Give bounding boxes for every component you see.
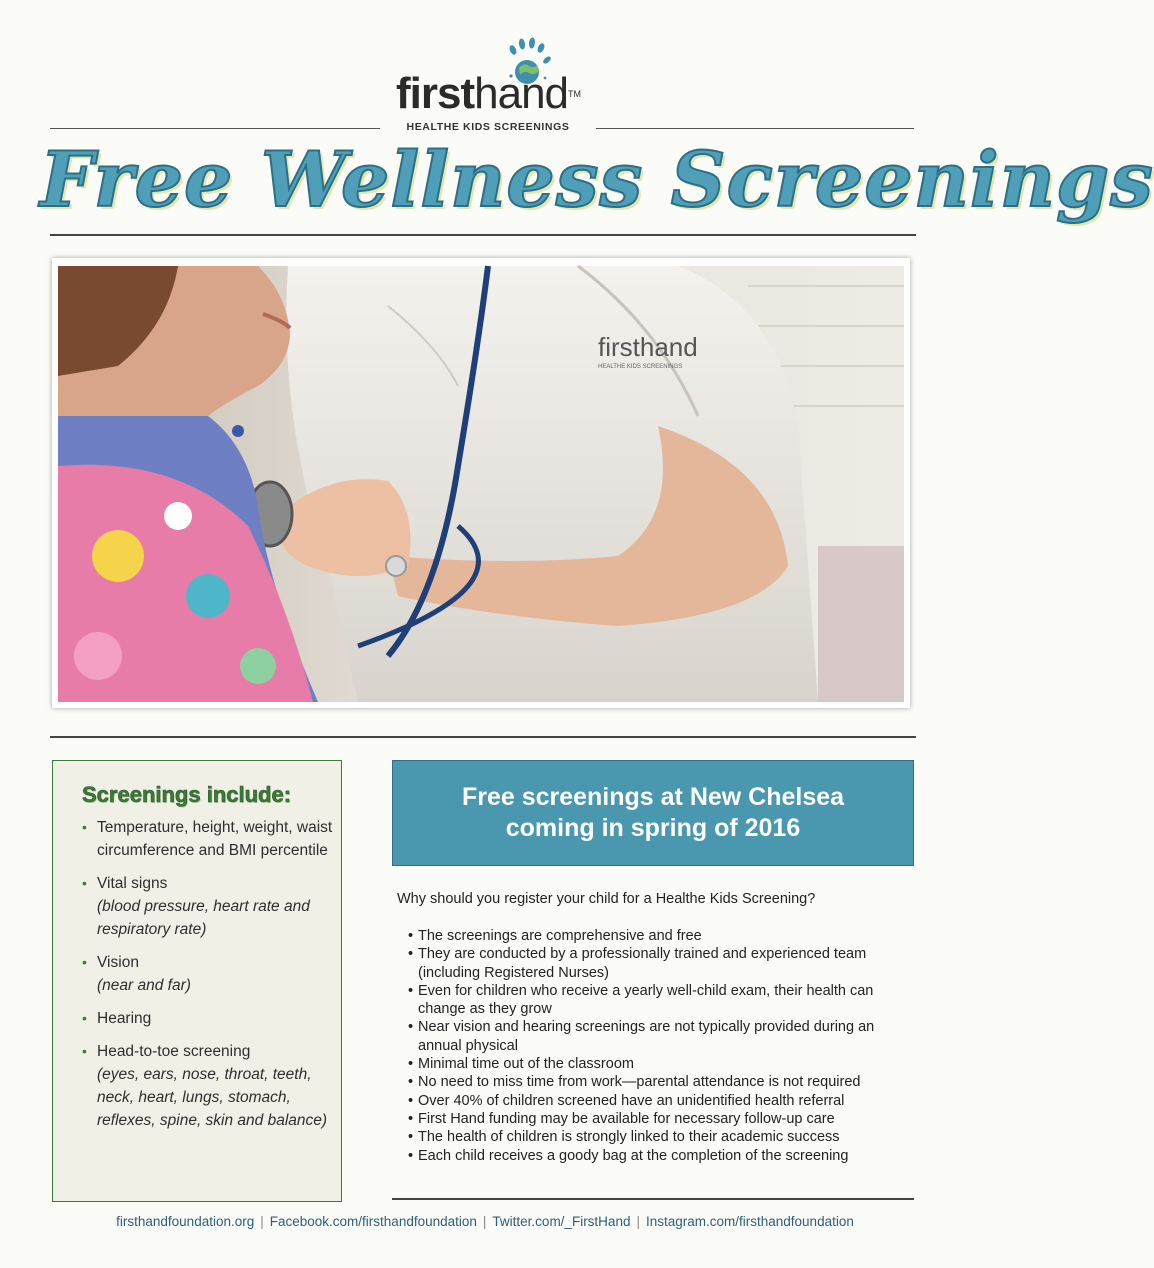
reason-item: • Minimal time out of the classroom	[408, 1055, 918, 1073]
footer-link-website[interactable]: firsthandfoundation.org	[116, 1214, 255, 1229]
footer-link-facebook[interactable]: Facebook.com/firsthandfoundation	[269, 1214, 477, 1229]
reason-item: • The health of children is strongly linked to their academic success	[408, 1128, 918, 1146]
list-item	[80, 1040, 335, 1132]
logo-trademark: TM	[568, 89, 582, 99]
logo-word-bold: first	[396, 69, 475, 118]
reason-item: • First Hand funding may be available for necessary follow-up care	[408, 1110, 918, 1128]
list-item	[80, 951, 335, 997]
reason-item: • Each child receives a goody bag at the completion of the screening	[408, 1147, 918, 1165]
nurse-child-photo	[58, 266, 904, 702]
logo-word-light: hand	[474, 69, 569, 118]
bottom-rule	[392, 1198, 914, 1200]
list-item-label: Temperature, height, weight, waist circumference and BMI percentile	[97, 819, 333, 859]
title-rule	[50, 234, 916, 236]
footer-link-twitter[interactable]: Twitter.com/_FirstHand	[492, 1214, 631, 1229]
reason-item: • The screenings are comprehensive and free	[408, 927, 918, 945]
page-title: Free Wellness Screenings	[40, 135, 1154, 224]
list-item-label: Vital signs	[97, 875, 168, 892]
list-item-detail: (eyes, ears, nose, throat, teeth, neck, heart, lungs, stomach, reflexes, spine, skin and balance)	[97, 1066, 328, 1129]
reason-item: • Near vision and hearing screenings are not typically provided during an annual physical	[408, 1018, 918, 1055]
screenings-list	[80, 816, 335, 1142]
list-item-label: Head-to-toe screening	[97, 1043, 251, 1060]
list-item	[80, 1007, 335, 1030]
shirt-logo-sub: HEALTHE KIDS SCREENINGS	[598, 364, 683, 370]
logo-subtitle: HEALTHE KIDS SCREENINGS	[406, 121, 570, 133]
reason-item: • They are conducted by a professionally trained and experienced team (including Registered Nurses)	[408, 945, 918, 982]
list-item-detail: (near and far)	[97, 977, 191, 994]
announcement-line-2: coming in spring of 2016	[505, 814, 801, 842]
announcement-text	[392, 782, 914, 844]
screenings-title: Screenings include:	[82, 782, 292, 807]
why-question: Why should you register your child for a Healthe Kids Screening?	[397, 891, 816, 907]
reasons-list	[408, 927, 918, 1165]
list-item-label: Hearing	[97, 1010, 152, 1027]
logo-wordmark	[396, 69, 582, 118]
list-item-label: Vision	[97, 954, 139, 971]
reason-item: • No need to miss time from work—parental attendance is not required	[408, 1073, 918, 1091]
reason-item: • Over 40% of children screened have an unidentified health referral	[408, 1092, 918, 1110]
footer-separator: |	[482, 1214, 487, 1229]
footer-links	[52, 1214, 918, 1229]
list-item-detail: (blood pressure, heart rate and respiratory rate)	[97, 898, 310, 938]
footer-separator: |	[260, 1214, 264, 1229]
list-item	[80, 872, 335, 941]
announcement-line-1: Free screenings at New Chelsea	[461, 783, 845, 811]
footer-separator: |	[636, 1214, 640, 1229]
footer-link-instagram[interactable]: Instagram.com/firsthandfoundation	[645, 1214, 854, 1229]
header-rule-left	[50, 128, 380, 129]
list-item	[80, 816, 335, 862]
shirt-logo-text: firsthand	[598, 332, 698, 362]
reason-item: • Even for children who receive a yearly well-child exam, their health can change as they grow	[408, 982, 918, 1019]
header-rule-right	[596, 128, 914, 129]
photo-rule	[50, 736, 916, 738]
